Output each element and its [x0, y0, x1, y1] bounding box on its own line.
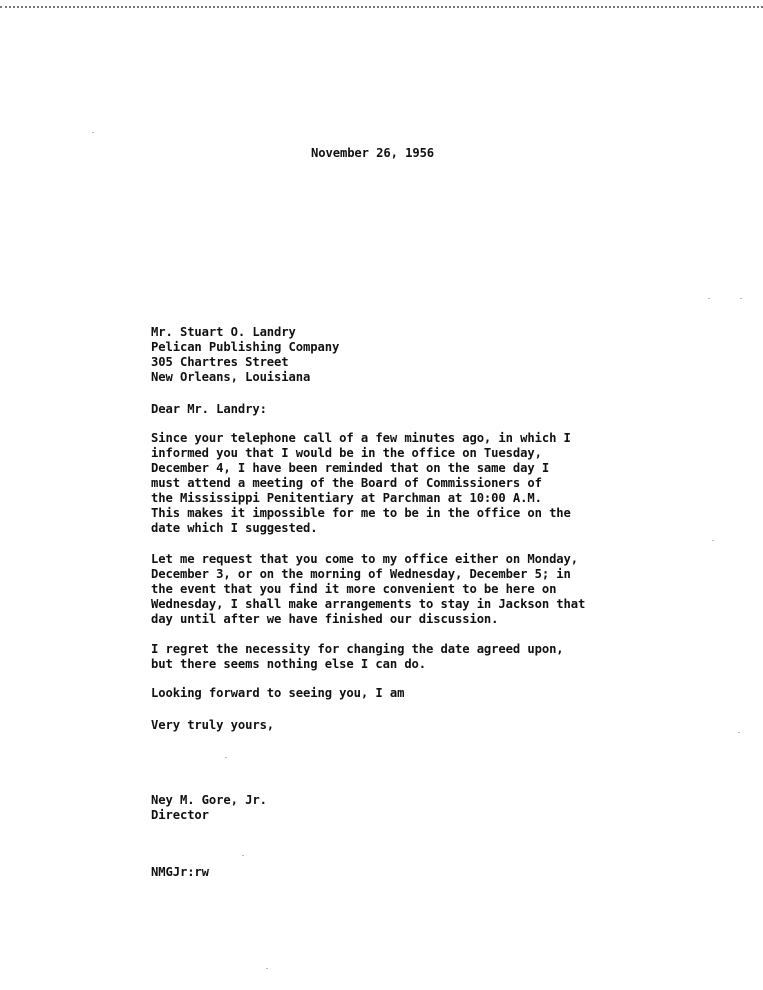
body-paragraph-2	[151, 552, 631, 627]
paragraph-line: the event that you find it more convenient to be here on	[151, 582, 557, 596]
closing-line: Looking forward to seeing you, I am	[151, 686, 405, 700]
page-top-edge	[0, 0, 763, 8]
paragraph-line: Wednesday, I shall make arrangements to stay in Jackson that	[151, 597, 586, 611]
paragraph-line: December 3, or on the morning of Wednesday, December 5; in	[151, 567, 571, 581]
paper-speck	[242, 855, 244, 856]
paragraph-line: but there seems nothing else I can do.	[151, 657, 427, 671]
paper-speck	[225, 757, 227, 758]
paper-speck	[740, 298, 742, 299]
paragraph-line: must attend a meeting of the Board of Commissioners of	[151, 476, 542, 490]
paper-speck	[708, 298, 710, 299]
signature-block	[151, 793, 631, 823]
paragraph-line: day until after we have finished our discussion.	[151, 612, 499, 626]
body-paragraph-1	[151, 431, 631, 536]
paragraph-line: December 4, I have been reminded that on the same day I	[151, 461, 550, 475]
paragraph-line: date which I suggested.	[151, 521, 318, 535]
paragraph-line: informed you that I would be in the office on Tuesday,	[151, 446, 542, 460]
signer-title: Director	[151, 808, 209, 822]
paragraph-line: This makes it impossible for me to be in the office on the	[151, 506, 571, 520]
recipient-address	[151, 325, 631, 385]
paper-speck	[712, 540, 714, 541]
salutation: Dear Mr. Landry:	[151, 402, 267, 416]
paragraph-line: I regret the necessity for changing the date agreed upon,	[151, 642, 564, 656]
signer-name: Ney M. Gore, Jr.	[151, 793, 267, 807]
recipient-company: Pelican Publishing Company	[151, 340, 340, 354]
complimentary-close: Very truly yours,	[151, 718, 275, 732]
paragraph-line: the Mississippi Penitentiary at Parchman at 10:00 A.M.	[151, 491, 542, 505]
recipient-street: 305 Chartres Street	[151, 355, 289, 369]
body-paragraph-3	[151, 642, 631, 672]
recipient-name: Mr. Stuart O. Landry	[151, 325, 296, 339]
letter-date: November 26, 1956	[311, 146, 435, 160]
paper-speck	[266, 968, 268, 969]
recipient-city: New Orleans, Louisiana	[151, 370, 311, 384]
reference-initials: NMGJr:rw	[151, 865, 209, 879]
paragraph-line: Since your telephone call of a few minutes ago, in which I	[151, 431, 571, 445]
paragraph-line: Let me request that you come to my office either on Monday,	[151, 552, 579, 566]
paper-speck	[92, 132, 94, 133]
paper-speck	[738, 732, 740, 733]
